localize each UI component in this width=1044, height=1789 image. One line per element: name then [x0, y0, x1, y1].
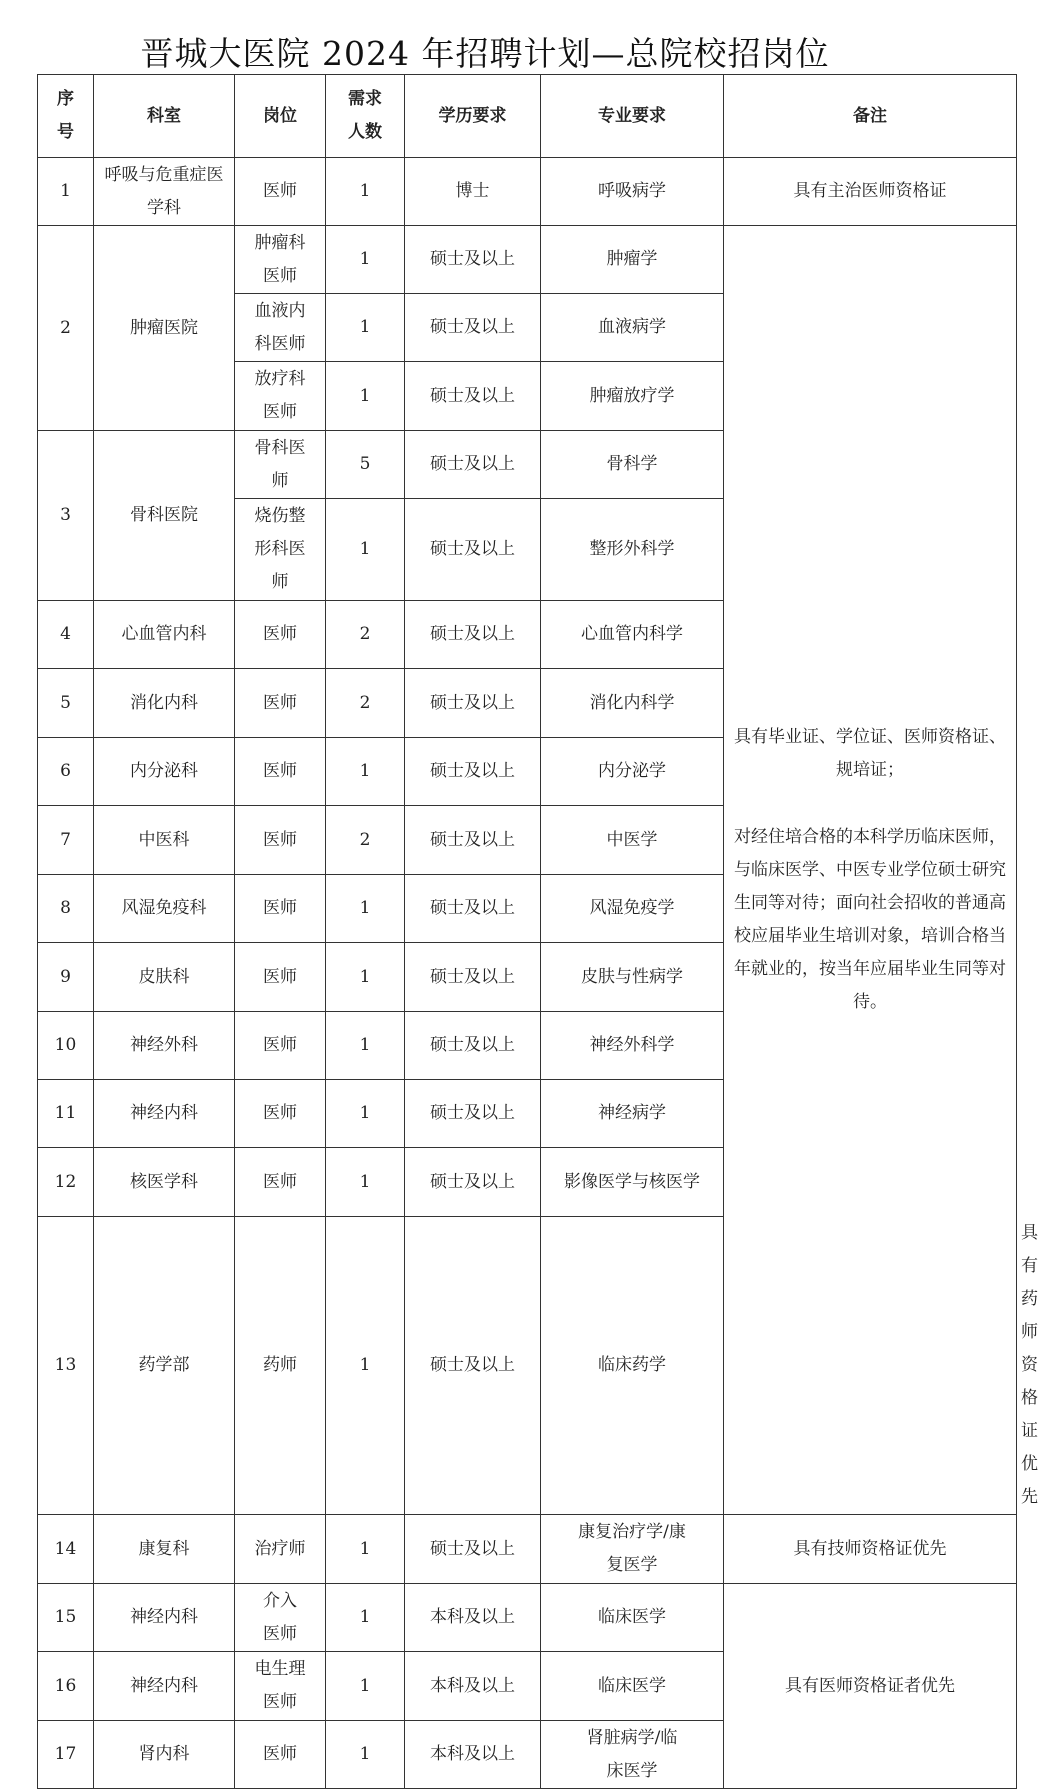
cell-count: 1: [326, 1721, 405, 1789]
header-no: 序号: [38, 75, 94, 158]
cell-dept: 康复科: [94, 1515, 235, 1584]
header-edu: 学历要求: [405, 75, 541, 158]
cell-edu: 硕士及以上: [405, 738, 541, 806]
cell-dept: 神经内科: [94, 1080, 235, 1148]
cell-count: 1: [326, 875, 405, 943]
cell-no: 5: [38, 669, 94, 738]
cell-edu: 硕士及以上: [405, 226, 541, 294]
cell-post: 医师: [235, 601, 326, 669]
cell-edu: 本科及以上: [405, 1721, 541, 1789]
cell-no: 13: [38, 1217, 94, 1515]
header-remark: 备注: [724, 75, 1017, 158]
cell-no: 12: [38, 1148, 94, 1217]
cell-major: 血液病学: [541, 294, 724, 362]
cell-remark: 具有主治医师资格证: [724, 158, 1017, 226]
cell-dept: 神经外科: [94, 1012, 235, 1080]
cell-edu: 硕士及以上: [405, 1217, 541, 1515]
cell-edu: 硕士及以上: [405, 806, 541, 875]
cell-post: 医师: [235, 1721, 326, 1789]
cell-major: 皮肤与性病学: [541, 943, 724, 1012]
cell-post: 血液内科医师: [235, 294, 326, 362]
cell-no: 11: [38, 1080, 94, 1148]
cell-count: 1: [326, 499, 405, 601]
cell-remark-shared: [724, 226, 1017, 1515]
cell-count: 1: [326, 158, 405, 226]
cell-major: 骨科学: [541, 431, 724, 499]
cell-edu: 本科及以上: [405, 1652, 541, 1721]
cell-post: 骨科医师: [235, 431, 326, 499]
cell-major: 呼吸病学: [541, 158, 724, 226]
cell-post: 放疗科医师: [235, 362, 326, 431]
cell-no: 6: [38, 738, 94, 806]
cell-dept: 肾内科: [94, 1721, 235, 1789]
cell-dept: 神经内科: [94, 1584, 235, 1652]
cell-major: 风湿免疫学: [541, 875, 724, 943]
cell-count: 1: [326, 943, 405, 1012]
page-title: 晋城大医院 2024 年招聘计划—总院校招岗位: [140, 34, 830, 73]
cell-edu: 博士: [405, 158, 541, 226]
cell-edu: 硕士及以上: [405, 601, 541, 669]
cell-edu: 硕士及以上: [405, 499, 541, 601]
cell-no: 15: [38, 1584, 94, 1652]
cell-post: 医师: [235, 669, 326, 738]
cell-post: 电生理医师: [235, 1652, 326, 1721]
cell-edu: 硕士及以上: [405, 294, 541, 362]
cell-count: 2: [326, 601, 405, 669]
cell-count: 1: [326, 1080, 405, 1148]
cell-post: 医师: [235, 806, 326, 875]
cell-dept: 肿瘤医院: [94, 226, 235, 431]
cell-major: 康复治疗学/康复医学: [541, 1515, 724, 1584]
cell-post: 医师: [235, 1148, 326, 1217]
cell-dept: 消化内科: [94, 669, 235, 738]
cell-post: 治疗师: [235, 1515, 326, 1584]
cell-dept: 核医学科: [94, 1148, 235, 1217]
table-row: [38, 226, 1017, 294]
cell-major: 肾脏病学/临床医学: [541, 1721, 724, 1789]
cell-major: 消化内科学: [541, 669, 724, 738]
cell-edu: 硕士及以上: [405, 875, 541, 943]
cell-post: 肿瘤科医师: [235, 226, 326, 294]
cell-post: 医师: [235, 1080, 326, 1148]
cell-edu: 硕士及以上: [405, 362, 541, 431]
cell-major: 临床药学: [541, 1217, 724, 1515]
cell-major: 神经外科学: [541, 1012, 724, 1080]
cell-edu: 硕士及以上: [405, 1012, 541, 1080]
cell-major: 心血管内科学: [541, 601, 724, 669]
table-row: [38, 1584, 1017, 1652]
cell-major: 影像医学与核医学: [541, 1148, 724, 1217]
cell-no: 10: [38, 1012, 94, 1080]
cell-post: 医师: [235, 158, 326, 226]
cell-count: 2: [326, 806, 405, 875]
cell-no: 1: [38, 158, 94, 226]
cell-count: 2: [326, 669, 405, 738]
cell-dept: 神经内科: [94, 1652, 235, 1721]
cell-edu: 硕士及以上: [405, 669, 541, 738]
cell-post: 介入医师: [235, 1584, 326, 1652]
cell-dept: 皮肤科: [94, 943, 235, 1012]
cell-major: 中医学: [541, 806, 724, 875]
cell-no: 17: [38, 1721, 94, 1789]
cell-post: 烧伤整形科医师: [235, 499, 326, 601]
cell-no: 2: [38, 226, 94, 431]
cell-count: 1: [326, 1148, 405, 1217]
remark-part-2: 对经住培合格的本科学历临床医师，与临床医学、中医专业学位硕士研究生同等对待；面向社会招收的普通高校应届毕业生培训对象，培训合格当年就业的，按当年应届毕业生同等对待。: [734, 827, 1006, 1012]
remark-part-1: 具有毕业证、学位证、医师资格证、规培证；: [734, 727, 1006, 780]
table-row: [38, 1515, 1017, 1584]
cell-no: 14: [38, 1515, 94, 1584]
recruitment-table: [37, 74, 1038, 1789]
cell-dept: 药学部: [94, 1217, 235, 1515]
cell-count: 1: [326, 1652, 405, 1721]
cell-major: 整形外科学: [541, 499, 724, 601]
cell-edu: 硕士及以上: [405, 1515, 541, 1584]
table-header-row: [38, 75, 1017, 158]
cell-remark: 具有医师资格证者优先: [724, 1584, 1017, 1789]
cell-post: 药师: [235, 1217, 326, 1515]
cell-edu: 硕士及以上: [405, 943, 541, 1012]
table-row: [38, 158, 1017, 226]
cell-dept: 呼吸与危重症医学科: [94, 158, 235, 226]
cell-dept: 心血管内科: [94, 601, 235, 669]
cell-no: 3: [38, 431, 94, 601]
header-count: 需求人数: [326, 75, 405, 158]
cell-no: 4: [38, 601, 94, 669]
cell-count: 1: [326, 226, 405, 294]
cell-edu: 硕士及以上: [405, 431, 541, 499]
cell-major: 临床医学: [541, 1584, 724, 1652]
cell-dept: 内分泌科: [94, 738, 235, 806]
cell-remark: 具有技师资格证优先: [724, 1515, 1017, 1584]
cell-no: 7: [38, 806, 94, 875]
cell-dept: 中医科: [94, 806, 235, 875]
cell-major: 神经病学: [541, 1080, 724, 1148]
cell-count: 1: [326, 738, 405, 806]
cell-dept: 风湿免疫科: [94, 875, 235, 943]
cell-post: 医师: [235, 943, 326, 1012]
cell-post: 医师: [235, 738, 326, 806]
cell-count: 1: [326, 1217, 405, 1515]
cell-no: 9: [38, 943, 94, 1012]
table-row: 13 药学部 药师 1 硕士及以上 临床药学 具有药师资格证优先: [38, 1217, 1017, 1515]
cell-dept: 骨科医院: [94, 431, 235, 601]
cell-count: 1: [326, 1584, 405, 1652]
header-post: 岗位: [235, 75, 326, 158]
cell-edu: 硕士及以上: [405, 1080, 541, 1148]
header-major: 专业要求: [541, 75, 724, 158]
cell-post: 医师: [235, 1012, 326, 1080]
cell-major: 临床医学: [541, 1652, 724, 1721]
cell-count: 5: [326, 431, 405, 499]
cell-edu: 硕士及以上: [405, 1148, 541, 1217]
cell-count: 1: [326, 1515, 405, 1584]
cell-no: 8: [38, 875, 94, 943]
cell-count: 1: [326, 294, 405, 362]
header-dept: 科室: [94, 75, 235, 158]
cell-count: 1: [326, 1012, 405, 1080]
cell-no: 16: [38, 1652, 94, 1721]
cell-count: 1: [326, 362, 405, 431]
cell-major: 肿瘤学: [541, 226, 724, 294]
cell-major: 肿瘤放疗学: [541, 362, 724, 431]
cell-edu: 本科及以上: [405, 1584, 541, 1652]
cell-post: 医师: [235, 875, 326, 943]
cell-major: 内分泌学: [541, 738, 724, 806]
